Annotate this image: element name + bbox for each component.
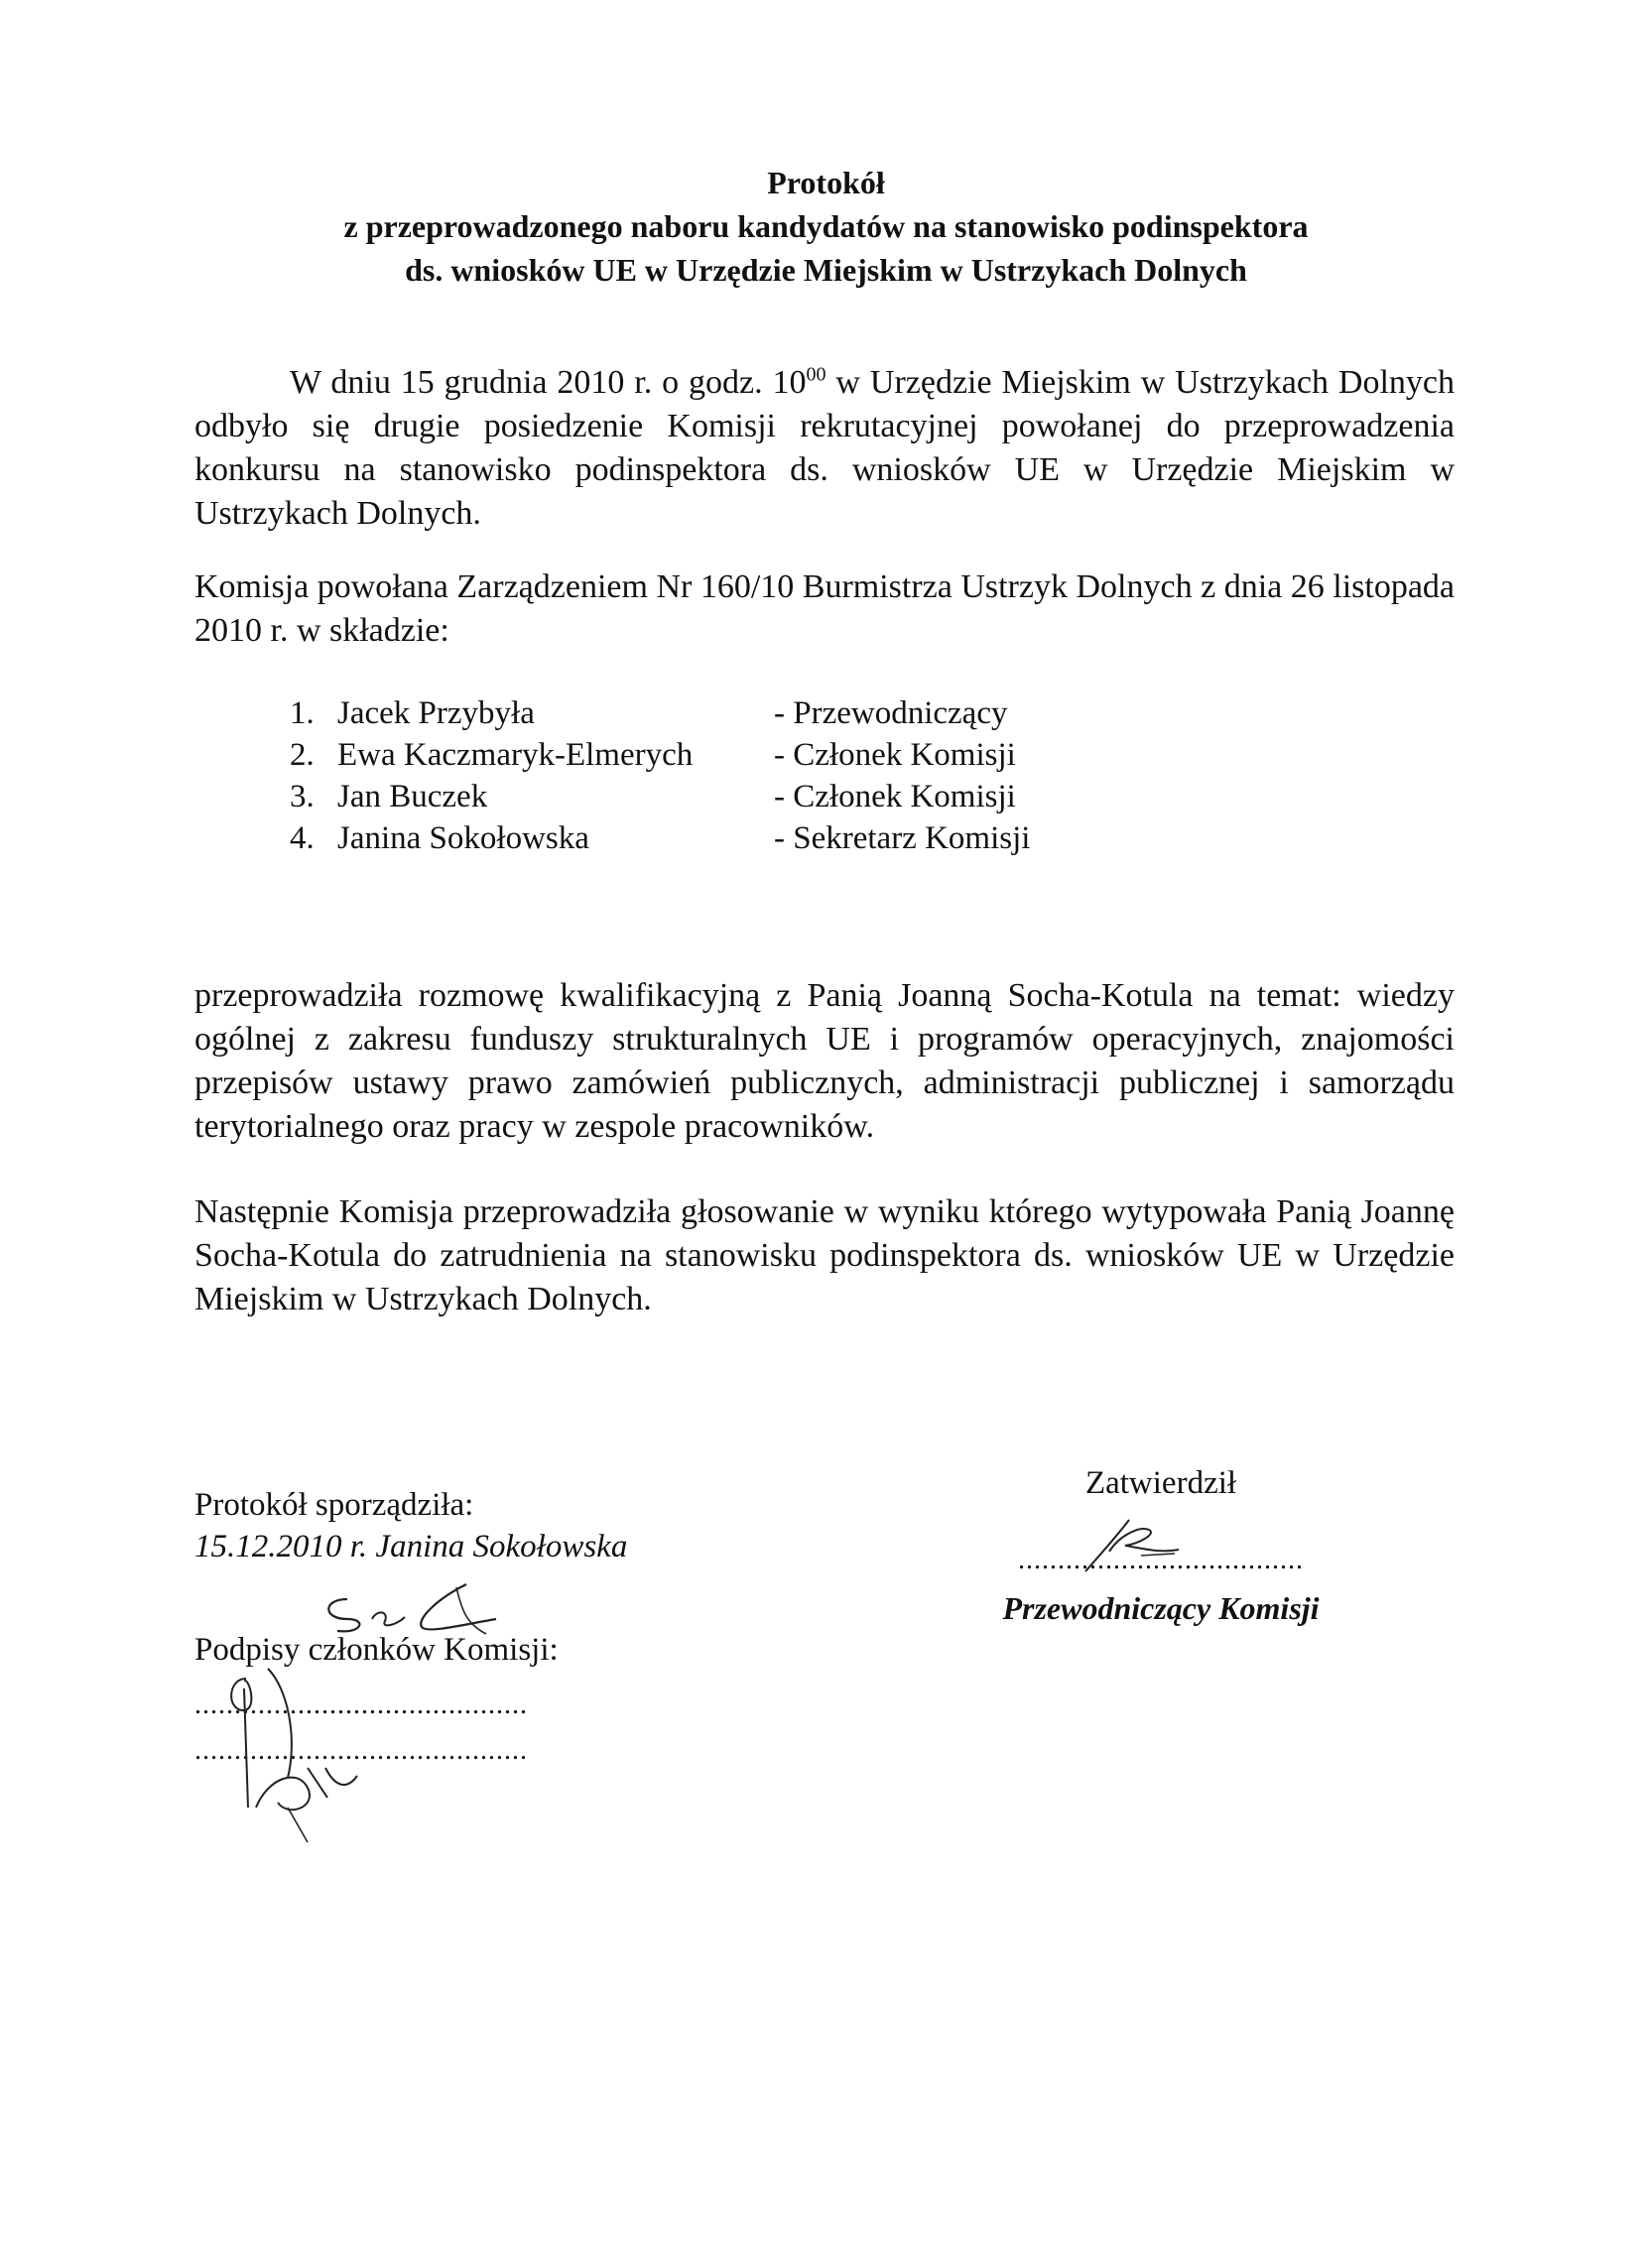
member-name: Janina Sokołowska <box>337 820 589 856</box>
member-name: Ewa Kaczmaryk-Elmerych <box>337 737 694 773</box>
decision-paragraph: Następnie Komisja przeprowadziła głosowanie w wyniku którego wytypowała Panią Joannę Socha-Kotula do zatrudnienia na stanowisku podinspektora ds. wniosków UE w Urzędzie Miejskim w Ustrzykach Dolnych. <box>194 1193 1455 1317</box>
intro-text-after-time: w Urzędzie Miejskim w Ustrzykach Dolnych odbyło się drugie posiedzenie Komisji rekrutacyjnej powołanej do przeprowadzenia konkursu na stanowisko podinspektora ds. wniosków UE w Urzędzie Miejskim w Ustrzykach Dolnych. <box>194 364 1455 532</box>
member-number: 2. <box>290 737 315 773</box>
committee-members-list <box>290 692 1183 859</box>
approved-role: Przewodniczący Komisji <box>1002 1590 1320 1626</box>
intro-time-superscript: 00 <box>806 363 826 386</box>
member-role: - Członek Komisji <box>774 737 1016 773</box>
document-subtitle-line-1: z przeprowadzonego naboru kandydatów na stanowisko podinspektora <box>343 208 1309 244</box>
members-signatures-label: Podpisy członków Komisji: <box>194 1632 559 1668</box>
document-subtitle-line-2: ds. wniosków UE w Urzędzie Miejskim w Ustrzykach Dolnych <box>405 252 1247 288</box>
member-number: 1. <box>290 695 315 731</box>
member-number: 4. <box>290 820 315 856</box>
member-row <box>290 817 1183 859</box>
member-row <box>290 734 1183 776</box>
signature-line-1: .......................................... <box>194 1689 528 1720</box>
member-name: Jan Buczek <box>337 779 488 814</box>
member-role: - Członek Komisji <box>774 779 1016 814</box>
prepared-date-name: 15.12.2010 r. Janina Sokołowska <box>194 1529 628 1564</box>
committee-intro-paragraph: Komisja powołana Zarządzeniem Nr 160/10 Burmistrza Ustrzyk Dolnych z dnia 26 listopada 2010 r. w składzie: <box>194 568 1455 649</box>
handwritten-signature-chairman <box>1080 1516 1199 1575</box>
approved-label: Zatwierdził <box>1084 1465 1237 1501</box>
member-row <box>290 776 1183 817</box>
intro-paragraph <box>194 361 1455 536</box>
member-row <box>290 692 1183 734</box>
member-role: - Sekretarz Komisji <box>774 820 1031 856</box>
document-title: Protokół <box>767 165 885 200</box>
signature-line-2: .......................................... <box>194 1735 528 1766</box>
prepared-by-label: Protokół sporządziła: <box>194 1487 474 1523</box>
intro-text-before-time: W dniu 15 grudnia 2010 r. o godz. 10 <box>290 364 807 401</box>
member-role: - Przewodniczący <box>774 695 1008 731</box>
handwritten-signature-secretary <box>318 1579 516 1649</box>
member-number: 3. <box>290 779 315 814</box>
approval-signature-line: .................................... <box>1018 1545 1304 1575</box>
handwritten-signatures-members <box>208 1659 387 1857</box>
member-name: Jacek Przybyła <box>337 695 535 731</box>
interview-paragraph: przeprowadziła rozmowę kwalifikacyjną z Panią Joanną Socha-Kotula na temat: wiedzy ogólnej z zakresu funduszy strukturalnych UE i programów operacyjnych, znajomości przepisów ustawy prawo zamówień publicznych, administracji publicznej i samorządu terytorialnego oraz pracy w zespole pracowników. <box>194 977 1455 1145</box>
